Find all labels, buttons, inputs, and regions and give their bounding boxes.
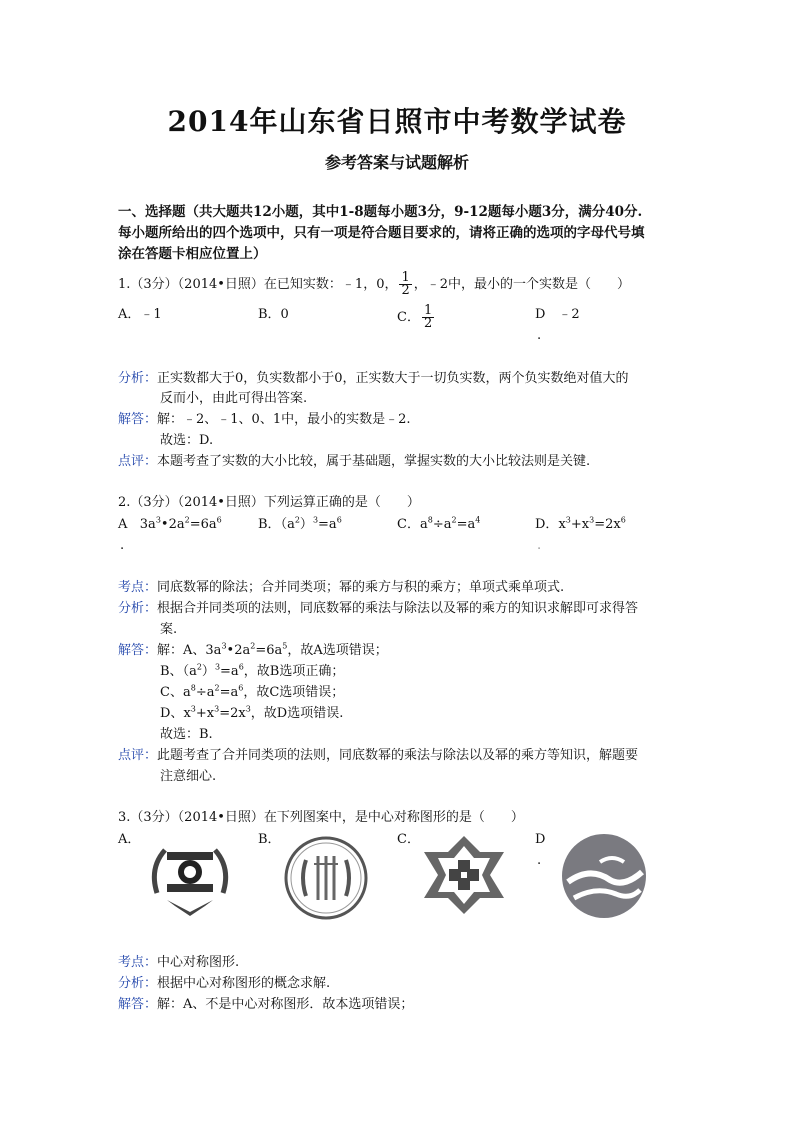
q2-answer-d-pre: D、 (160, 706, 184, 721)
q2-option-d: D．$x^3+x^3=2x^6$ (535, 515, 626, 532)
section-line-3: 涂在答题卡相应位置上） (118, 246, 267, 262)
q1-option-d: D ﹣2 (535, 307, 580, 322)
q2-comment-2: 注意细心. (160, 769, 217, 784)
q2-answer-c: C、$a^8\div a^2=a^6$，故C选项错误； (160, 683, 345, 700)
q1-stem-fraction (399, 272, 411, 297)
q1-option-b: B．0 (258, 307, 289, 322)
q3-answer-text: 解：A、不是中心对称图形．故本选项错误； (157, 997, 414, 1012)
q2-point (118, 578, 564, 598)
q2-option-c: C．$a^8\div a^2=a^4$ (397, 515, 481, 532)
q1-option-c-label: C． (397, 310, 420, 325)
q2-comment-text-1: 此题考查了合并同类项的法则，同底数幂的乘法与除法以及幂的乘方等知识，解题要 (157, 748, 639, 763)
q1-option-c (397, 305, 436, 330)
q2-option-c-label: C． (397, 517, 420, 532)
q2-option-a-label: A (118, 517, 128, 532)
q2-analysis-1 (118, 599, 638, 619)
q1-answer-1 (118, 410, 411, 430)
q1-stem-b: ，﹣2中，最小的一个实数是（ ） (413, 277, 631, 292)
q3-analysis-tag: 分析： (118, 976, 158, 991)
q2-analysis-tag: 分析： (118, 601, 158, 616)
q3-analysis (118, 974, 330, 994)
q2-answer-c-post: ，故C选项错误； (243, 685, 345, 700)
q1-comment-text: 本题考查了实数的大小比较，属于基础题，掌握实数的大小比较法则是关键. (157, 454, 591, 469)
q2-answer-d-post: ，故D选项错误. (250, 706, 344, 721)
q3-point-text: 中心对称图形. (157, 955, 240, 970)
q2-option-a-dot: . (120, 538, 125, 553)
q3-option-c: C． (397, 832, 420, 847)
q2-answer-b: B、$(a^2)^3=a^6$，故B选项正确； (160, 662, 345, 679)
q1-stem (118, 272, 630, 297)
q2-option-b: B．$(a^2)^3=a^6$ (258, 515, 342, 532)
q1-opt-frac-num: 1 (423, 303, 433, 318)
q1-option-d-dot: . (537, 328, 542, 343)
q1-answer-2: 故选：D. (160, 433, 214, 448)
q1-answer-tag: 解答： (118, 412, 158, 427)
q1-opt-frac-den: 2 (423, 316, 433, 331)
q2-answer-b-pre: B、 (160, 664, 183, 679)
q2-answer-d: D、$x^3+x^3=2x^3$，故D选项错误. (160, 704, 344, 721)
q2-comment-tag: 点评： (118, 748, 158, 763)
q2-option-d-label: D． (535, 517, 559, 532)
q3-option-a: A． (118, 832, 141, 847)
q2-analysis-text-1: 根据合并同类项的法则，同底数幂的乘法与除法以及幂的乘方的知识求解即可求得答 (157, 601, 639, 616)
q2-answer-a: 解答：解：A、$3a^3•2a^2=6a^5$，故A选项错误； (118, 641, 388, 658)
q1-stem-a: 1.（3分）（2014•日照）在已知实数：﹣1，0， (118, 277, 398, 292)
emblem-d-icon (560, 832, 648, 920)
q2-answer-final: 故选：B. (160, 727, 213, 742)
q3-point-tag: 考点： (118, 955, 158, 970)
q3-stem: 3.（3分）（2014•日照）在下列图案中，是中心对称图形的是（ ） (118, 810, 524, 825)
q2-point-tag: 考点： (118, 580, 158, 595)
section-line-1: 一、选择题（共大题共12小题，其中1-8题每小题3分，9-12题每小题3分，满分40分. (118, 204, 643, 220)
q3-option-d-dot: . (537, 853, 542, 868)
q2-option-a: A $3a^3•2a^2=6a^6$ (118, 515, 222, 532)
q3-analysis-text: 根据中心对称图形的概念求解. (157, 976, 331, 991)
q2-analysis-2: 案. (160, 622, 178, 637)
emblem-a-icon (145, 838, 235, 920)
q1-comment-tag: 点评： (118, 454, 158, 469)
q1-option-a: A．﹣1 (118, 307, 162, 322)
q3-option-b: B． (258, 832, 281, 847)
q1-analysis-2: 反而小，由此可得出答案. (160, 391, 308, 406)
q1-analysis-text-1: 正实数都大于0，负实数都小于0，正实数大于一切负实数，两个负实数绝对值大的 (157, 371, 629, 386)
q2-answer-c-pre: C、 (160, 685, 183, 700)
q2-answer-a-pre: 解：A、 (157, 643, 206, 658)
page-title: 2014年山东省日照市中考数学试卷 (167, 105, 627, 138)
section-heading (118, 202, 678, 265)
q2-answer-tag: 解答： (118, 643, 158, 658)
q1-analysis-tag: 分析： (118, 371, 158, 386)
page-subtitle: 参考答案与试题解析 (324, 153, 469, 172)
q3-point (118, 953, 239, 973)
q1-analysis-1 (118, 369, 629, 389)
q2-stem: 2.（3分）（2014•日照）下列运算正确的是（ ） (118, 495, 420, 510)
q1-frac-den: 2 (401, 283, 410, 298)
emblem-c-icon (418, 832, 510, 918)
q1-answer-text-1: 解：﹣2、﹣1、0、1中，最小的实数是﹣2. (157, 412, 411, 427)
section-line-2: 每小题所给出的四个选项中，只有一项是符合题目要求的，请将正确的选项的字母代号填 (118, 225, 645, 241)
q2-point-text: 同底数幂的除法；合并同类项；幂的乘方与积的乘方；单项式乘单项式. (157, 580, 565, 595)
q2-option-b-label: B． (258, 517, 281, 532)
q1-option-c-fraction (422, 305, 434, 330)
q2-answer-a-post: ，故A选项错误； (287, 643, 388, 658)
q3-answer (118, 995, 413, 1015)
q3-answer-tag: 解答： (118, 997, 158, 1012)
emblem-b-icon (282, 834, 370, 922)
q2-option-d-dot: . (537, 538, 542, 553)
q2-comment-1 (118, 746, 638, 766)
q3-option-d: D (535, 832, 546, 847)
q1-frac-num: 1 (401, 270, 410, 285)
q1-comment (118, 452, 590, 472)
q2-answer-b-post: ，故B选项正确； (243, 664, 345, 679)
